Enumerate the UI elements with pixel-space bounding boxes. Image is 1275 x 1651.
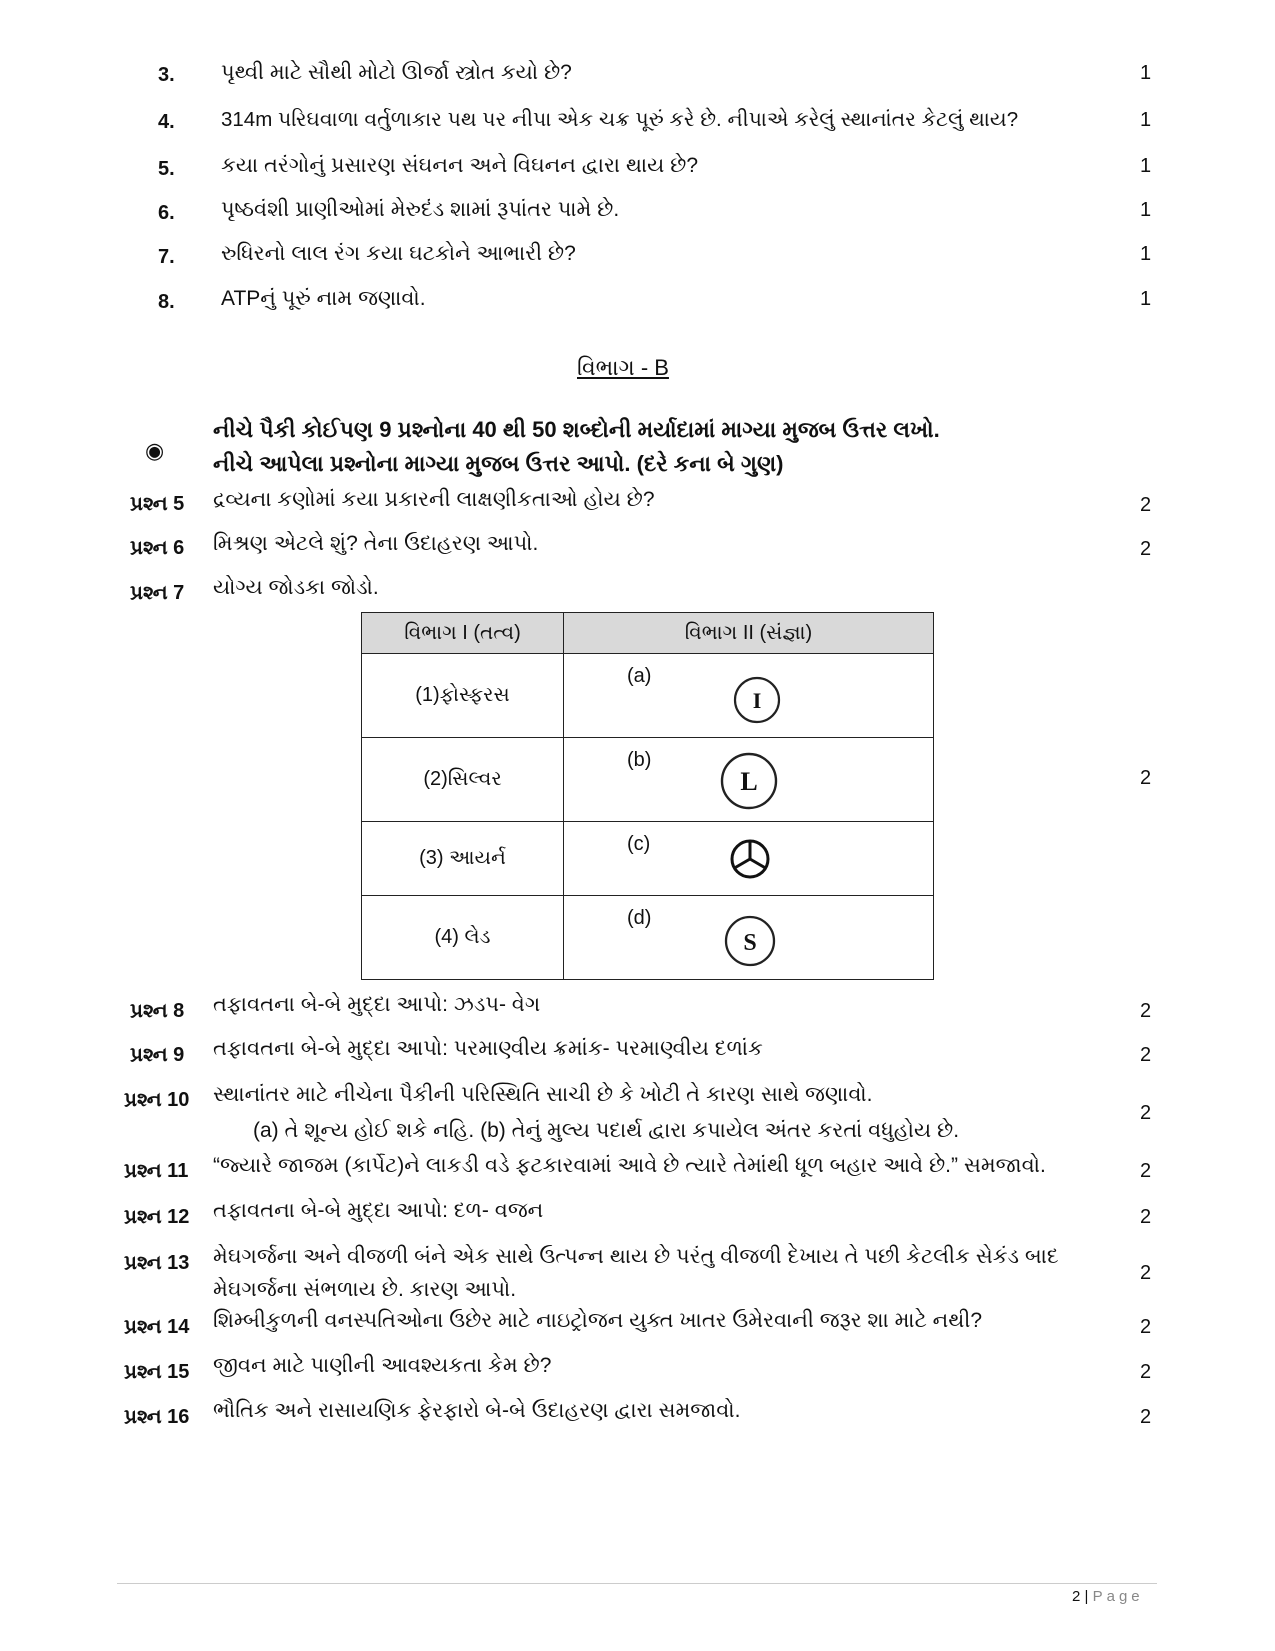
match-table — [361, 612, 934, 980]
question-text-line-2: મેઘગર્જના સંભળાય છે. કારણ આપો. — [213, 1278, 517, 1301]
question-text: મેઘગર્જના અને વીજળી બંને એક સાથે ઉત્પન્ન થાય છે પરંતુ વીજળી દેખાય તે પછી કેટલીક સેકંડ બાદ — [213, 1245, 1059, 1268]
question-marks: 2 — [1140, 767, 1152, 789]
question-text: રુધિરનો લાલ રંગ કયા ઘટકોને આભારી છે? — [221, 242, 576, 265]
section-b-heading: વિભાગ - B — [577, 355, 669, 380]
question-marks: 1 — [1140, 288, 1152, 310]
symbol-letter: S — [743, 930, 757, 956]
question-number: પ્રશ્ન 9 — [130, 1044, 185, 1066]
instruction-line-2: નીચે આપેલા પ્રશ્નોના માગ્યા મુજબ ઉત્તર આપો. (દરે કના બે ગુણ) — [213, 451, 784, 476]
circled-letter-icon — [722, 913, 778, 969]
page-word: Page — [1092, 1588, 1144, 1605]
question-marks: 2 — [1140, 1316, 1152, 1338]
question-marks: 2 — [1140, 1044, 1152, 1066]
question-marks: 2 — [1140, 1000, 1152, 1022]
element-name: (3) આયર્ન — [362, 822, 564, 896]
question-marks: 2 — [1140, 538, 1152, 560]
bullet-icon: ◉ — [145, 438, 165, 463]
question-number: પ્રશ્ન 7 — [130, 582, 185, 604]
question-text: તફાવતના બે-બે મુદ્દા આપો: ઝડપ- વેગ — [213, 993, 541, 1016]
symbol-cell — [564, 738, 934, 822]
question-text: કયા તરંગોનું પ્રસારણ સંઘનન અને વિઘનન દ્વારા થાય છે? — [221, 154, 699, 177]
question-number: 5. — [158, 158, 175, 180]
question-text: પૃથ્વી માટે સૌથી મોટો ઊર્જા સ્ત્રોત કયો છે? — [221, 61, 572, 84]
question-number: પ્રશ્ન 6 — [130, 537, 185, 559]
question-marks: 1 — [1140, 199, 1152, 221]
question-number: પ્રશ્ન 11 — [124, 1160, 189, 1182]
header-col1: વિભાગ I (તત્વ) — [362, 613, 564, 654]
question-marks: 2 — [1140, 1361, 1152, 1383]
question-marks: 2 — [1140, 1262, 1152, 1284]
question-marks: 1 — [1140, 243, 1152, 265]
question-text: યોગ્ય જોડકા જોડો. — [213, 576, 379, 599]
instruction-line-1: નીચે પૈકી કોઈપણ 9 પ્રશ્નોના 40 થી 50 શબ્દોની મર્યાદામાં માગ્યા મુજબ ઉત્તર લખો. — [213, 417, 940, 442]
question-number: પ્રશ્ન 12 — [124, 1206, 190, 1228]
element-name: (4) લેડ — [362, 896, 564, 980]
symbol-cell — [564, 822, 934, 896]
circled-letter-icon — [732, 675, 782, 725]
question-marks: 1 — [1140, 155, 1152, 177]
symbol-letter: L — [740, 767, 758, 796]
question-marks: 2 — [1140, 1102, 1152, 1124]
question-number: 4. — [158, 111, 175, 133]
question-subtext: (a) તે શૂન્ય હોઈ શકે નહિ. (b) તેનું મુલ્ય પદાર્થ દ્વારા કપાયેલ અંતર કરતાં વધુહોય છે. — [253, 1119, 960, 1142]
table-row — [362, 654, 934, 738]
table-row — [362, 822, 934, 896]
question-number: પ્રશ્ન 5 — [130, 493, 185, 515]
question-marks: 2 — [1140, 494, 1152, 516]
question-text: 314m પરિઘવાળા વર્તુળાકાર પથ પર નીપા એક ચક્ર પૂરું કરે છે. નીપાએ કરેલું સ્થાનાંતર કેટલું થાય? — [221, 108, 1019, 131]
symbol-cell — [564, 654, 934, 738]
question-number: 3. — [158, 64, 175, 86]
page-footer — [1072, 1588, 1144, 1605]
question-text: દ્રવ્યના કણોમાં કયા પ્રકારની લાક્ષણીકતાઓ હોય છે? — [213, 488, 655, 511]
question-text: “જ્યારે જાજમ (કાર્પેટ)ને લાકડી વડે ફટકારવામાં આવે છે ત્યારે તેમાંથી ધૂળ બહાર આવે છે.” સમજાવો. — [213, 1154, 1046, 1177]
question-marks: 2 — [1140, 1206, 1152, 1228]
question-marks: 1 — [1140, 109, 1152, 131]
question-text: ભૌતિક અને રાસાયણિક ફેરફારો બે-બે ઉદાહરણ દ્વારા સમજાવો. — [213, 1399, 741, 1422]
question-number: 8. — [158, 291, 175, 313]
header-col2: વિભાગ II (સંજ્ઞા) — [564, 613, 934, 654]
question-number: પ્રશ્ન 16 — [124, 1406, 190, 1428]
question-number: પ્રશ્ન 14 — [124, 1316, 190, 1338]
question-text: મિશ્રણ એટલે શું? તેના ઉદાહરણ આપો. — [213, 532, 539, 555]
symbol-cell — [564, 896, 934, 980]
question-number: 7. — [158, 246, 175, 268]
page-number: 2 — [1072, 1588, 1081, 1605]
circle-spokes-icon — [728, 837, 772, 881]
question-text: શિમ્બીકુળની વનસ્પતિઓના ઉછેર માટે નાઇટ્રોજન યુક્ત ખાતર ઉમેરવાની જરૂર શા માટે નથી? — [213, 1309, 983, 1332]
footer-separator: | — [1084, 1588, 1089, 1605]
symbol-letter: I — [752, 688, 762, 713]
question-marks: 2 — [1140, 1406, 1152, 1428]
question-number: પ્રશ્ન 13 — [124, 1252, 190, 1274]
option-label: (d) — [627, 907, 652, 929]
footer-divider — [117, 1583, 1157, 1584]
question-text: પૃષ્ઠવંશી પ્રાણીઓમાં મેરુદંડ શામાં રૂપાંતર પામે છે. — [221, 198, 620, 221]
option-label: (b) — [627, 749, 652, 771]
question-text: સ્થાનાંતર માટે નીચેના પૈકીની પરિસ્થિતિ સાચી છે કે ખોટી તે કારણ સાથે જણાવો. — [213, 1083, 873, 1106]
option-label: (a) — [627, 665, 652, 687]
question-number: 6. — [158, 202, 175, 224]
question-marks: 1 — [1140, 62, 1152, 84]
element-name: (2)સિલ્વર — [362, 738, 564, 822]
question-marks: 2 — [1140, 1160, 1152, 1182]
question-number: પ્રશ્ન 8 — [130, 1000, 185, 1022]
table-row — [362, 896, 934, 980]
question-text: તફાવતના બે-બે મુદ્દા આપો: પરમાણ્વીય ક્રમાંક- પરમાણ્વીય દળાંક — [213, 1037, 763, 1060]
circled-letter-icon — [717, 749, 781, 813]
question-text: તફાવતના બે-બે મુદ્દા આપો: દળ- વજન — [213, 1199, 544, 1222]
question-number: પ્રશ્ન 10 — [124, 1089, 190, 1111]
question-text: જીવન માટે પાણીની આવશ્યકતા કેમ છે? — [213, 1354, 552, 1377]
question-number: પ્રશ્ન 15 — [124, 1361, 190, 1383]
question-text: ATPનું પૂરું નામ જણાવો. — [221, 287, 426, 310]
option-label: (c) — [627, 833, 651, 855]
element-name: (1)ફોસ્ફરસ — [362, 654, 564, 738]
match-table-header — [362, 613, 934, 654]
table-row — [362, 738, 934, 822]
